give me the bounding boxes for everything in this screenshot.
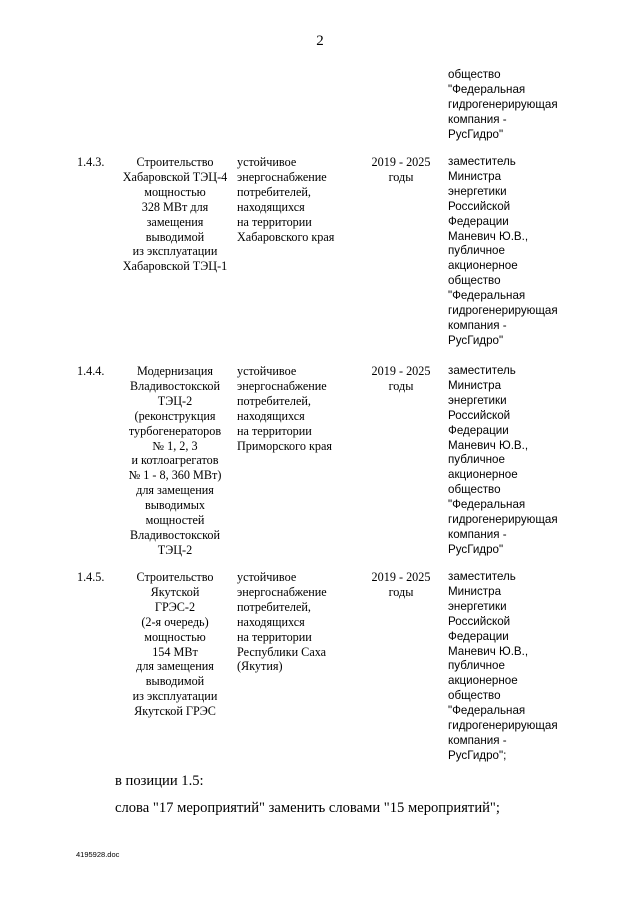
measure-name: Строительство Якутской ГРЭС-2 (2-я очередь) мощностью 154 МВт для замещения выводимой из эксплуатации Якутской ГРЭС xyxy=(132,570,218,719)
amendment-position: в позиции 1.5: xyxy=(115,773,204,789)
measure-name: Строительство Хабаровской ТЭЦ-4 мощностью 328 МВт для замещения выводимой из эксплуатации Хабаровской ТЭЦ-1 xyxy=(122,155,228,274)
measure-goal: устойчивое энергоснабжение потребителей, находящихся на территории Республики Саха (Якутия) xyxy=(237,570,327,674)
measure-name: Модернизация Владивостокской ТЭЦ-2 (реконструкция турбогенераторов № 1, 2, 3 и котлоагрегатов № 1 - 8, 360 МВт) для замещения выводимых мощностей Владивостокской ТЭЦ-2 xyxy=(128,364,222,557)
measure-goal: устойчивое энергоснабжение потребителей, находящихся на территории Хабаровского края xyxy=(237,155,335,244)
row-number: 1.4.5. xyxy=(77,570,105,584)
measure-responsible: заместитель Министра энергетики Российской Федерации Маневич Ю.В., публичное акционерное общество "Федеральная гидрогенерирующая компания - РусГидро" xyxy=(448,364,558,556)
page-number: 2 xyxy=(316,33,324,49)
row-number: 1.4.4. xyxy=(77,364,105,378)
row-number: 1.4.3. xyxy=(77,155,105,169)
measure-responsible: заместитель Министра энергетики Российской Федерации Маневич Ю.В., публичное акционерное общество "Федеральная гидрогенерирующая компания - РусГидро"; xyxy=(448,570,558,762)
measure-goal: устойчивое энергоснабжение потребителей, находящихся на территории Приморского края xyxy=(237,364,332,453)
measure-responsible: заместитель Министра энергетики Российской Федерации Маневич Ю.В., публичное акционерное общество "Федеральная гидрогенерирующая компания - РусГидро" xyxy=(448,155,558,347)
responsible-continuation: общество "Федеральная гидрогенерирующая компания - РусГидро" xyxy=(448,68,558,141)
measure-term: 2019 - 2025 годы xyxy=(371,155,431,184)
measure-term: 2019 - 2025 годы xyxy=(371,570,431,599)
amendment-text: слова "17 мероприятий" заменить словами "15 мероприятий"; xyxy=(115,800,500,816)
document-file-name: 4195928.doc xyxy=(76,850,120,859)
measure-term: 2019 - 2025 годы xyxy=(371,364,431,393)
